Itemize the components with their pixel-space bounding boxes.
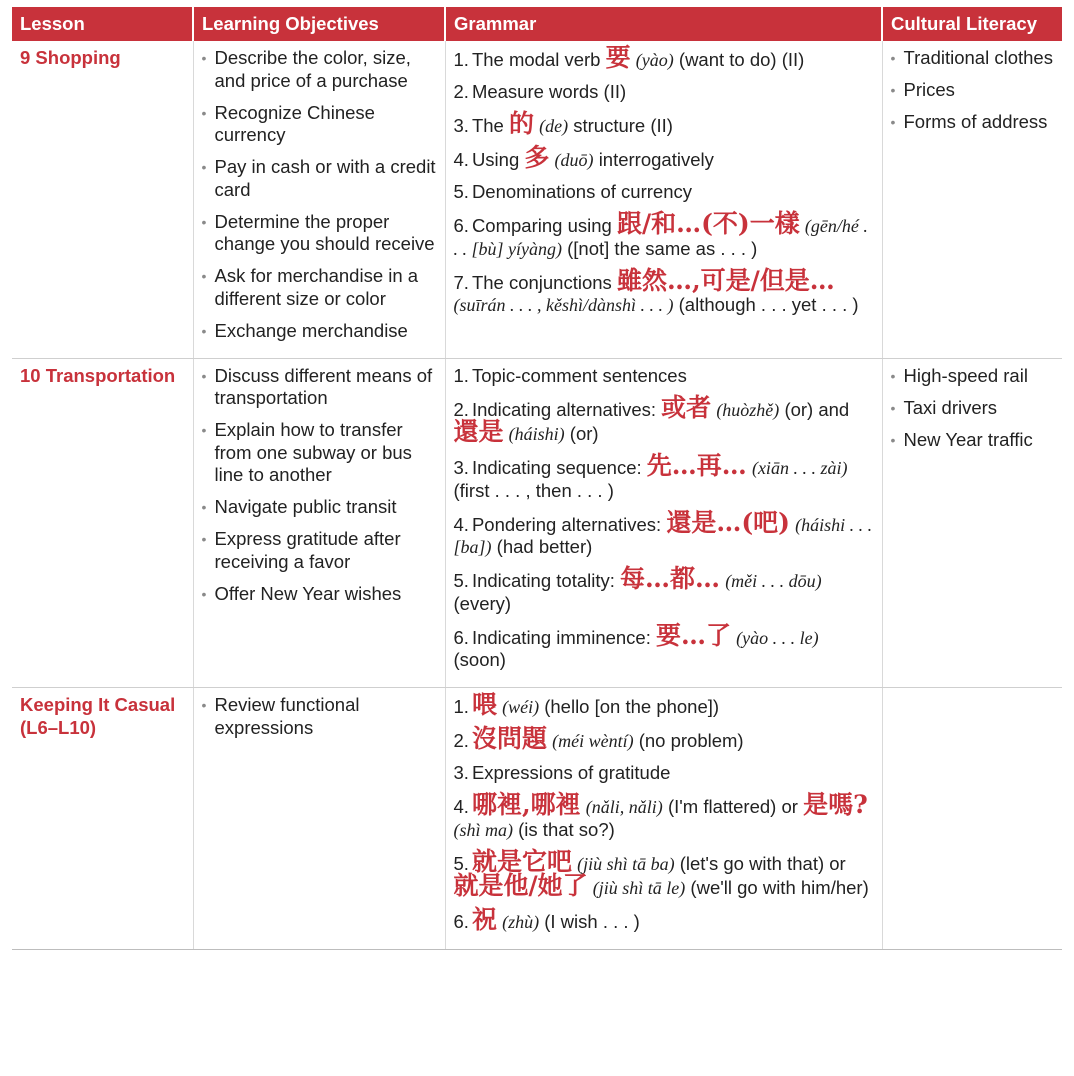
culture-item: • High-speed rail [891, 365, 1055, 388]
chinese-term: 的 [508, 109, 534, 138]
chinese-term: 多 [524, 143, 550, 172]
objectives-list [202, 365, 437, 606]
grammar-item [453, 43, 874, 72]
chinese-term: 喂 [471, 690, 497, 719]
pinyin: (méi wèntí) [552, 731, 634, 751]
grammar-item [454, 181, 874, 204]
lesson-title: 10 Transportation [20, 364, 176, 386]
chinese-term: 還是…(吧) [666, 507, 790, 537]
pinyin: (jiù shì tā le) [592, 878, 686, 898]
culture-item: • Forms of address [891, 111, 1055, 134]
grammar-text: Expressions of gratitude [471, 762, 671, 783]
chinese-term: 還是 [453, 417, 504, 446]
grammar-number: 4. [453, 513, 469, 535]
grammar-number: 6. [453, 215, 469, 236]
grammar-list [453, 43, 874, 317]
grammar-number: 2. [453, 398, 469, 420]
grammar-number: 3. [453, 762, 469, 783]
grammar-text: (want to do) (II) [678, 49, 805, 70]
grammar-number: 1. [453, 49, 469, 70]
pinyin: (suīrán . . . , kěshì/dànshì . . . ) [453, 295, 674, 315]
grammar-cell [445, 358, 882, 688]
grammar-text: Measure words (II) [471, 81, 627, 102]
objective-item: • Describe the color, size, and price of a purchase [202, 47, 437, 92]
objective-item: • Exchange merchandise [202, 320, 437, 343]
header-lesson: Lesson [12, 7, 193, 41]
chinese-term: 或者 [661, 392, 712, 422]
grammar-number: 2. [453, 730, 469, 751]
chinese-term: 哪裡,哪裡 [471, 790, 581, 819]
grammar-text: interrogatively [598, 149, 714, 170]
grammar-text: (I'm flattered) or [667, 796, 804, 817]
grammar-number: 3. [453, 457, 469, 478]
chinese-term: 要 [605, 43, 631, 72]
grammar-item [453, 620, 874, 672]
culture-cell [882, 688, 1062, 950]
grammar-number: 3. [453, 115, 469, 136]
grammar-number: 1. [453, 364, 469, 386]
grammar-item [454, 762, 874, 785]
grammar-number: 4. [453, 796, 469, 817]
grammar-item [453, 392, 874, 446]
pinyin: (nǎli, nǎli) [585, 797, 663, 817]
culture-cell [882, 41, 1062, 358]
objectives-cell [193, 41, 445, 358]
lesson-title: 9 Shopping [20, 47, 121, 68]
grammar-text: (we'll go with him/her) [690, 877, 869, 898]
grammar-text: (is that so?) [518, 818, 615, 840]
culture-item: • Prices [891, 79, 1055, 102]
chinese-term: 祝 [471, 905, 497, 934]
chinese-term: 就是它吧 [471, 846, 572, 876]
grammar-text: (let's go with that) or [679, 852, 846, 874]
chinese-term: 沒問題 [471, 724, 547, 753]
grammar-text: Denominations of currency [471, 181, 692, 202]
grammar-text: Indicating sequence: [471, 457, 647, 478]
grammar-text: The conjunctions [471, 271, 617, 293]
header-cultural-literacy: Cultural Literacy [882, 7, 1062, 41]
grammar-text: (first . . . , then . . . ) [453, 479, 614, 501]
objective-item: • Explain how to transfer from one subway or bus line to another [202, 419, 437, 487]
chinese-term: 是嗎? [803, 790, 868, 819]
grammar-item [453, 507, 874, 559]
grammar-text: Indicating alternatives: [471, 398, 662, 420]
objectives-cell [193, 688, 445, 950]
grammar-text: Indicating totality: [471, 570, 621, 591]
lesson-cell [12, 41, 193, 358]
grammar-item [453, 690, 874, 719]
pinyin: (huòzhě) [716, 399, 780, 420]
lesson-cell [12, 688, 193, 950]
grammar-text: (I wish . . . ) [544, 911, 640, 932]
grammar-number: 5. [453, 181, 469, 202]
grammar-text: (or) and [784, 398, 850, 420]
objectives-list [202, 47, 437, 342]
grammar-cell [445, 41, 882, 358]
grammar-item [453, 724, 874, 753]
grammar-cell [445, 688, 882, 950]
grammar-number: 7. [453, 271, 469, 293]
culture-list [891, 365, 1055, 452]
header-learning-objectives: Learning Objectives [193, 7, 445, 41]
chinese-term: 雖然…,可是/但是… [616, 265, 835, 295]
grammar-number: 6. [453, 911, 469, 932]
pinyin: (xiān . . . zài) [751, 458, 848, 478]
pinyin: (gēn/hé . . . [bù] yíyàng) [453, 216, 868, 259]
grammar-text: The modal verb [471, 49, 606, 70]
culture-cell [882, 358, 1062, 688]
chinese-term: 跟/和…(不)一樣 [616, 209, 800, 238]
grammar-number: 1. [453, 696, 469, 717]
table-row [12, 358, 1062, 688]
objective-item: • Navigate public transit [202, 496, 437, 519]
objective-item: • Offer New Year wishes [202, 583, 437, 606]
grammar-number: 6. [453, 626, 469, 648]
grammar-item [453, 564, 874, 615]
table-row [12, 41, 1062, 358]
grammar-item [453, 209, 874, 260]
pinyin: (wéi) [502, 697, 540, 717]
culture-list [891, 47, 1055, 134]
grammar-item [453, 905, 874, 934]
grammar-text: Topic-comment sentences [471, 364, 687, 386]
header-grammar: Grammar [445, 7, 882, 41]
header-row [12, 7, 1062, 41]
pinyin: (shì ma) [453, 819, 513, 840]
chinese-term: 每…都… [620, 564, 721, 593]
grammar-text: The [471, 115, 509, 136]
grammar-number: 2. [453, 81, 469, 102]
grammar-text: (hello [on the phone]) [544, 696, 720, 717]
culture-item: • Taxi drivers [891, 397, 1055, 420]
chinese-term: 先…再… [646, 451, 747, 480]
objective-item: • Express gratitude after receiving a favor [202, 528, 437, 573]
grammar-item [453, 451, 874, 502]
grammar-item [453, 790, 874, 841]
pinyin: (duō) [554, 150, 594, 170]
objective-item: • Determine the proper change you should receive [202, 211, 437, 256]
grammar-text: Indicating imminence: [471, 626, 656, 648]
objective-item: • Ask for merchandise in a different size or color [202, 265, 437, 310]
objective-item: • Discuss different means of transportation [202, 365, 437, 410]
grammar-item [454, 81, 874, 104]
grammar-text: structure (II) [573, 115, 673, 136]
grammar-text: (had better) [496, 536, 593, 557]
grammar-number: 4. [453, 149, 469, 170]
pinyin: (háishi) [508, 424, 565, 444]
pinyin: (yào) [635, 50, 674, 70]
grammar-item [453, 846, 874, 900]
grammar-list [453, 690, 874, 934]
objective-item: • Review functional expressions [202, 694, 437, 739]
pinyin: (yào . . . le) [736, 627, 819, 648]
pinyin: (měi . . . dōu) [725, 571, 822, 591]
grammar-number: 5. [453, 852, 469, 874]
grammar-text: (soon) [453, 649, 506, 670]
pinyin: (de) [539, 116, 569, 136]
grammar-text: (or) [569, 423, 599, 444]
grammar-item [453, 265, 874, 317]
lesson-overview-table [12, 7, 1062, 950]
grammar-text: ([not] the same as . . . ) [567, 237, 758, 259]
lesson-cell [12, 358, 193, 688]
objectives-cell [193, 358, 445, 688]
objective-item: • Recognize Chinese currency [202, 102, 437, 147]
grammar-text: Using [471, 149, 525, 170]
grammar-item [454, 365, 874, 388]
grammar-text: (although . . . yet . . . ) [678, 294, 859, 315]
grammar-text: Pondering alternatives: [471, 513, 667, 535]
grammar-text: Comparing using [471, 215, 617, 236]
grammar-number: 5. [453, 570, 469, 591]
pinyin: (háishi . . . [ba]) [453, 514, 873, 557]
grammar-list [454, 365, 874, 672]
grammar-item [453, 143, 874, 172]
objective-item: • Pay in cash or with a credit card [202, 156, 437, 201]
table-row [12, 688, 1062, 950]
culture-item: • Traditional clothes [891, 47, 1055, 70]
grammar-item [453, 109, 874, 138]
culture-item: • New Year traffic [891, 429, 1055, 452]
objectives-list [202, 694, 437, 739]
grammar-text: (every) [453, 592, 512, 614]
pinyin: (jiù shì tā ba) [577, 853, 675, 874]
chinese-term: 就是他/她了 [453, 871, 588, 900]
chinese-term: 要…了 [656, 620, 732, 650]
lesson-title: Keeping It Casual (L6–L10) [20, 694, 176, 738]
pinyin: (zhù) [502, 912, 540, 932]
grammar-text: (no problem) [638, 730, 744, 751]
